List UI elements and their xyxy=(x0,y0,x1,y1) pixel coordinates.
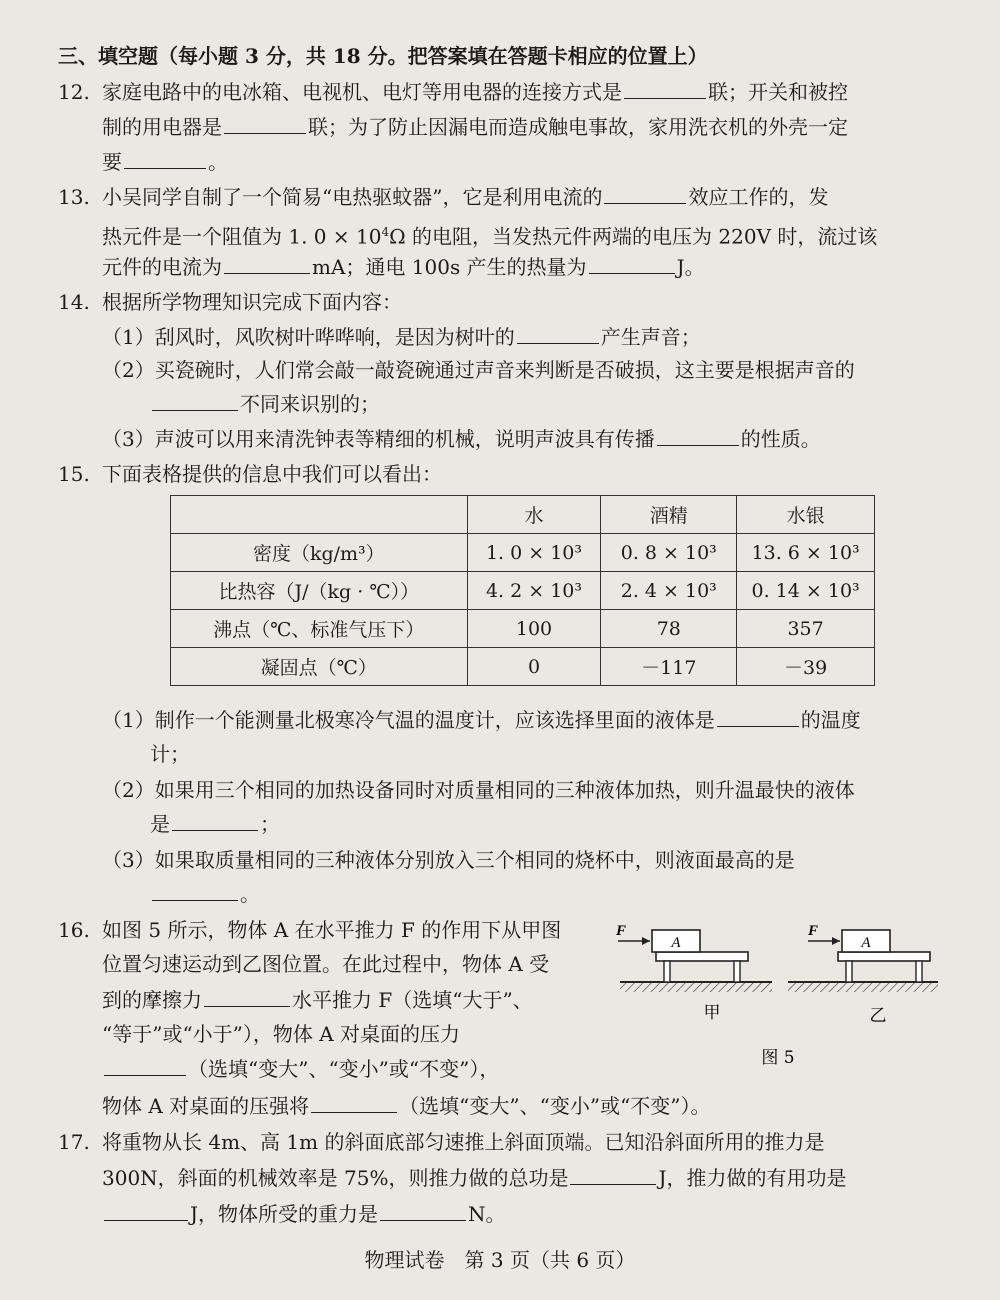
question-line xyxy=(102,706,861,734)
question-intro: 下面表格提供的信息中我们可以看出： xyxy=(102,462,442,486)
table-cell: 13. 6 × 10³ xyxy=(737,534,875,572)
question-line xyxy=(102,78,848,106)
question-number: 16. xyxy=(58,918,90,942)
answer-blank[interactable] xyxy=(204,988,290,1007)
question-text: 的温度 xyxy=(800,708,861,732)
answer-blank[interactable] xyxy=(604,185,686,204)
question-line xyxy=(150,390,380,418)
table-row xyxy=(171,648,875,686)
answer-blank[interactable] xyxy=(152,882,238,901)
question-text: J，推力做的有用功是 xyxy=(658,1166,847,1190)
table-cell: 100 xyxy=(467,610,601,648)
question-line xyxy=(102,1055,499,1083)
block-a-label: A xyxy=(671,935,681,951)
answer-blank[interactable] xyxy=(152,392,238,411)
table-cell: 0. 14 × 10³ xyxy=(737,572,875,610)
table-cell: 比热容（J/（kg · ℃）） xyxy=(171,572,468,610)
question-line xyxy=(102,148,228,176)
question-line xyxy=(150,880,260,908)
answer-blank[interactable] xyxy=(104,1057,186,1076)
table-row xyxy=(171,610,875,648)
question-line: “等于”或“小于”），物体 A 对桌面的压力 xyxy=(102,1022,461,1046)
answer-blank[interactable] xyxy=(517,325,599,344)
question-line xyxy=(102,218,877,251)
question-text: （1）制作一个能测量北极寒冷气温的温度计，应该选择里面的液体是 xyxy=(102,708,715,732)
table-header-cell: 水 xyxy=(467,496,601,534)
table-cell: 0 xyxy=(467,648,601,686)
question-text: （1）刮风时，风吹树叶哗哗响，是因为树叶的 xyxy=(102,325,515,349)
table-cell: －39 xyxy=(737,648,875,686)
question-line xyxy=(102,323,701,351)
question-text: 小吴同学自制了一个简易“电热驱蚊器”，它是利用电流的 xyxy=(102,185,603,209)
table-leg xyxy=(734,961,740,982)
table-header-cell xyxy=(171,496,468,534)
figure-5-diagram xyxy=(612,920,942,1075)
question-text: 热元件是一个阻值为 1. 0 × 10 xyxy=(102,224,382,249)
question-text: 产生声音； xyxy=(600,325,701,349)
caption-yi: 乙 xyxy=(869,1006,887,1026)
table-cell: 沸点（℃、标准气压下） xyxy=(171,610,468,648)
answer-blank[interactable] xyxy=(380,1202,466,1221)
question-number: 14. xyxy=(58,290,90,314)
table-top xyxy=(838,952,930,961)
question-line xyxy=(102,1092,711,1120)
answer-blank[interactable] xyxy=(570,1166,656,1185)
table-row xyxy=(171,572,875,610)
question-line xyxy=(102,113,848,141)
figure-left-jia xyxy=(615,923,772,1023)
question-text: 家庭电路中的电冰箱、电视机、电灯等用电器的连接方式是 xyxy=(102,80,622,104)
table-cell: 357 xyxy=(737,610,875,648)
table-cell: 密度（kg/m³） xyxy=(171,534,468,572)
question-text: 联；为了防止因漏电而造成触电事故，家用洗衣机的外壳一定 xyxy=(308,115,848,139)
question-text: 效应工作的，发 xyxy=(688,185,829,209)
question-line xyxy=(102,1164,847,1192)
question-text: 。 xyxy=(208,150,228,174)
figure-right-yi xyxy=(788,923,938,1026)
answer-blank[interactable] xyxy=(172,812,258,831)
answer-blank[interactable] xyxy=(224,115,306,134)
question-line: 计； xyxy=(150,742,190,766)
answer-blank[interactable] xyxy=(624,80,706,99)
question-line: （2）如果用三个相同的加热设备同时对质量相同的三种液体加热，则升温最快的液体 xyxy=(102,778,855,802)
question-line xyxy=(102,1200,506,1228)
table-cell: 1. 0 × 10³ xyxy=(467,534,601,572)
question-text: J。 xyxy=(676,255,705,279)
table-leg xyxy=(846,961,852,982)
section-header: 三、填空题（每小题 3 分，共 18 分。把答案填在答题卡相应的位置上） xyxy=(58,44,708,68)
question-text: （选填“变大”、“变小”或“不变”）， xyxy=(188,1057,500,1081)
question-text: 元件的电流为 xyxy=(102,255,222,279)
table-cell: 4. 2 × 10³ xyxy=(467,572,601,610)
table-leg xyxy=(916,961,922,982)
question-text: 要 xyxy=(102,150,122,174)
question-text: 水平推力 F（选填“大于”、 xyxy=(292,988,533,1012)
question-number: 12. xyxy=(58,80,90,104)
question-line: 如图 5 所示，物体 A 在水平推力 F 的作用下从甲图 xyxy=(102,918,562,942)
question-intro: 根据所学物理知识完成下面内容： xyxy=(102,290,402,314)
question-text: 是 xyxy=(150,812,170,836)
question-text: N。 xyxy=(468,1202,506,1226)
question-line xyxy=(102,183,828,211)
question-text: 。 xyxy=(240,882,260,906)
table-cell: 2. 4 × 10³ xyxy=(601,572,737,610)
question-line: 将重物从长 4m、高 1m 的斜面底部匀速推上斜面顶端。已知沿斜面所用的推力是 xyxy=(102,1130,825,1154)
caption-jia: 甲 xyxy=(703,1003,721,1023)
question-text: ； xyxy=(260,812,280,836)
table-cell: 0. 8 × 10³ xyxy=(601,534,737,572)
question-text: 制的用电器是 xyxy=(102,115,222,139)
question-text: （3）声波可以用来清洗钟表等精细的机械，说明声波具有传播 xyxy=(102,427,655,451)
figure-caption: 图 5 xyxy=(761,1048,795,1068)
liquid-properties-table xyxy=(170,495,875,686)
question-line xyxy=(102,986,533,1014)
question-text: J，物体所受的重力是 xyxy=(190,1202,379,1226)
question-text: 的性质。 xyxy=(740,427,821,451)
question-text: Ω 的电阻，当发热元件两端的电压为 220V 时，流过该 xyxy=(389,224,878,249)
table-top xyxy=(656,952,748,961)
question-line xyxy=(150,810,280,838)
floor-hatch xyxy=(620,982,772,992)
force-label: F xyxy=(616,923,627,939)
table-header-row xyxy=(171,496,875,534)
question-text: 物体 A 对桌面的压强将 xyxy=(102,1094,310,1118)
question-text: 300N，斜面的机械效率是 75%，则推力做的总功是 xyxy=(102,1166,569,1190)
table-leg xyxy=(664,961,670,982)
question-number: 15. xyxy=(58,462,90,486)
answer-blank[interactable] xyxy=(717,708,799,727)
table-cell: －117 xyxy=(601,648,737,686)
arrow-head-icon xyxy=(832,937,840,945)
question-text: mA；通电 100s 产生的热量为 xyxy=(312,255,587,279)
table-header-cell: 水银 xyxy=(737,496,875,534)
floor-hatch xyxy=(788,982,938,992)
question-text: （选填“变大”、“变小”或“不变”）。 xyxy=(399,1094,711,1118)
question-line: 位置匀速运动到乙图位置。在此过程中，物体 A 受 xyxy=(102,952,550,976)
block-a-label: A xyxy=(861,935,871,951)
question-number: 17. xyxy=(58,1130,90,1154)
table-cell: 78 xyxy=(601,610,737,648)
exponent: 4 xyxy=(381,225,390,239)
table-cell: 凝固点（℃） xyxy=(171,648,468,686)
answer-blank[interactable] xyxy=(104,1202,188,1221)
question-line: （3）如果取质量相同的三种液体分别放入三个相同的烧杯中，则液面最高的是 xyxy=(102,848,795,872)
question-line: （2）买瓷碗时，人们常会敲一敲瓷碗通过声音来判断是否破损，这主要是根据声音的 xyxy=(102,358,855,382)
answer-blank[interactable] xyxy=(657,427,739,446)
answer-blank[interactable] xyxy=(589,255,675,274)
table-header-cell: 酒精 xyxy=(601,496,737,534)
question-number: 13. xyxy=(58,185,90,209)
question-line xyxy=(102,425,821,453)
question-text: 联；开关和被控 xyxy=(708,80,848,104)
question-text: 到的摩擦力 xyxy=(102,988,202,1012)
answer-blank[interactable] xyxy=(224,255,310,274)
arrow-head-icon xyxy=(642,937,650,945)
page-footer: 物理试卷 第 3 页（共 6 页） xyxy=(364,1248,636,1272)
answer-blank[interactable] xyxy=(124,150,206,169)
question-text: 不同来识别的； xyxy=(240,392,380,416)
table-row xyxy=(171,534,875,572)
question-line xyxy=(102,253,705,281)
force-label: F xyxy=(808,923,819,939)
answer-blank[interactable] xyxy=(311,1094,397,1113)
